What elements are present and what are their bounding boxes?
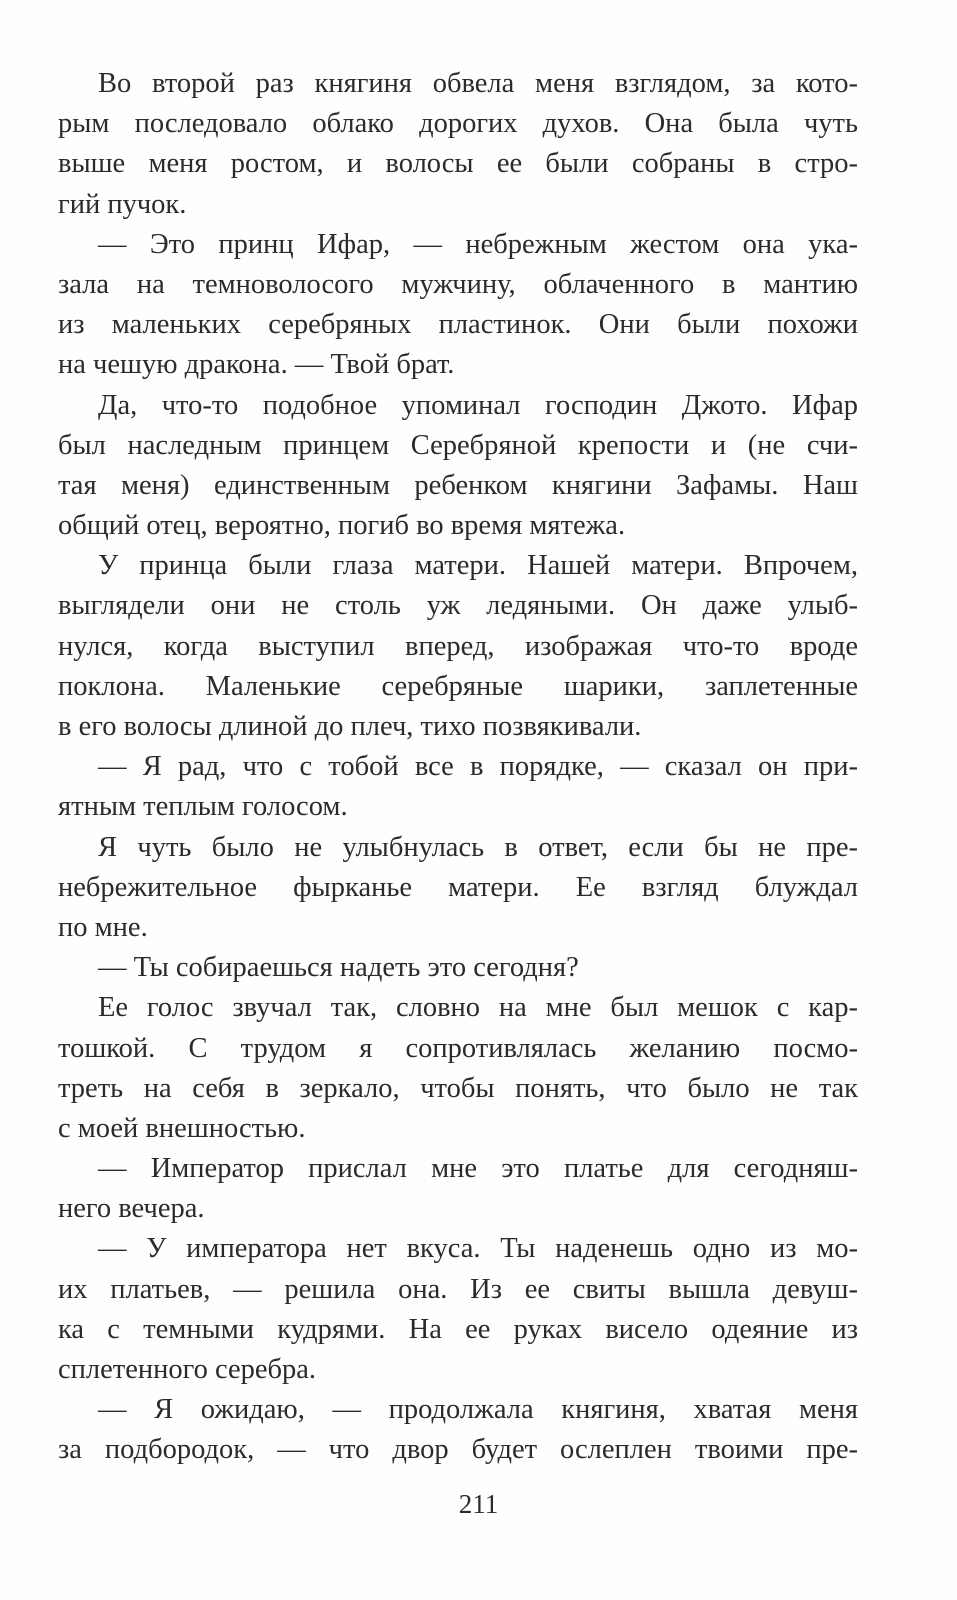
text-line: ятным теплым голосом. [58, 791, 348, 823]
text-line: — Я рад, что с тобой все в порядке, — сказал он при- [98, 751, 858, 783]
text-line: с моей внешностью. [58, 1112, 306, 1144]
text-line: Ее голос звучал так, словно на мне был мешок с кар- [98, 992, 858, 1024]
body-text [58, 64, 858, 1471]
text-line: — У императора нет вкуса. Ты наденешь одно из мо- [98, 1233, 858, 1265]
text-line: их платьев, — решила она. Из ее свиты вышла девуш- [58, 1273, 858, 1305]
text-line: — Это принц Ифар, — небрежным жестом она ука- [98, 228, 858, 260]
text-line: сплетенного серебра. [58, 1354, 317, 1385]
text-line: в его волосы длиной до плеч, тихо позвякивали. [58, 711, 642, 742]
text-line: нулся, когда выступил вперед, изображая что-то вроде [58, 630, 858, 662]
text-line: из маленьких серебряных пластинок. Они были похожи [58, 309, 858, 341]
text-line: него вечера. [58, 1193, 205, 1225]
text-line: Я чуть было не улыбнулась в ответ, если бы не пре- [98, 831, 858, 863]
text-line: Во второй раз княгиня обвела меня взглядом, за кото- [98, 68, 858, 99]
text-line: был наследным принцем Серебряной крепости и (не счи- [58, 429, 858, 461]
text-line: — Я ожидаю, — продолжала княгиня, хватая меня [98, 1394, 858, 1426]
text-line: Да, что-то подобное упоминал господин Джото. Ифар [98, 389, 858, 421]
text-line: выглядели они не столь уж ледяными. Он даже улыб- [58, 590, 858, 622]
text-line: небрежительное фырканье матери. Ее взгляд блуждал [58, 871, 858, 903]
text-line: рым последовало облако дорогих духов. Она была чуть [58, 108, 858, 140]
text-line: общий отец, вероятно, погиб во время мятежа. [58, 510, 626, 542]
text-line: тошкой. С трудом я сопротивлялась желанию посмо- [58, 1032, 858, 1064]
text-line: — Император прислал мне это платье для сегодняш- [98, 1153, 858, 1185]
text-line: на чешую дракона. — Твой брат. [58, 349, 455, 381]
text-line: У принца были глаза матери. Нашей матери. Впрочем, [98, 550, 858, 582]
page-number: 211 [458, 1489, 499, 1519]
text-line: поклона. Маленькие серебряные шарики, заплетенные [58, 670, 858, 702]
text-line: тая меня) единственным ребенком княгини Зафамы. Наш [58, 469, 858, 501]
text-line: зала на темноволосого мужчину, облаченного в мантию [58, 268, 858, 300]
text-line: выше меня ростом, и волосы ее были собраны в стро- [58, 148, 858, 180]
text-line: за подбородок, — что двор будет ослеплен твоими пре- [58, 1434, 858, 1466]
text-line: — Ты собираешься надеть это сегодня? [98, 952, 579, 984]
text-line: треть на себя в зеркало, чтобы понять, что было не так [58, 1072, 858, 1104]
text-line: гий пучок. [58, 188, 187, 220]
text-line: ка с темными кудрями. На ее руках висело одеяние из [58, 1313, 858, 1345]
text-line: по мне. [58, 911, 148, 943]
